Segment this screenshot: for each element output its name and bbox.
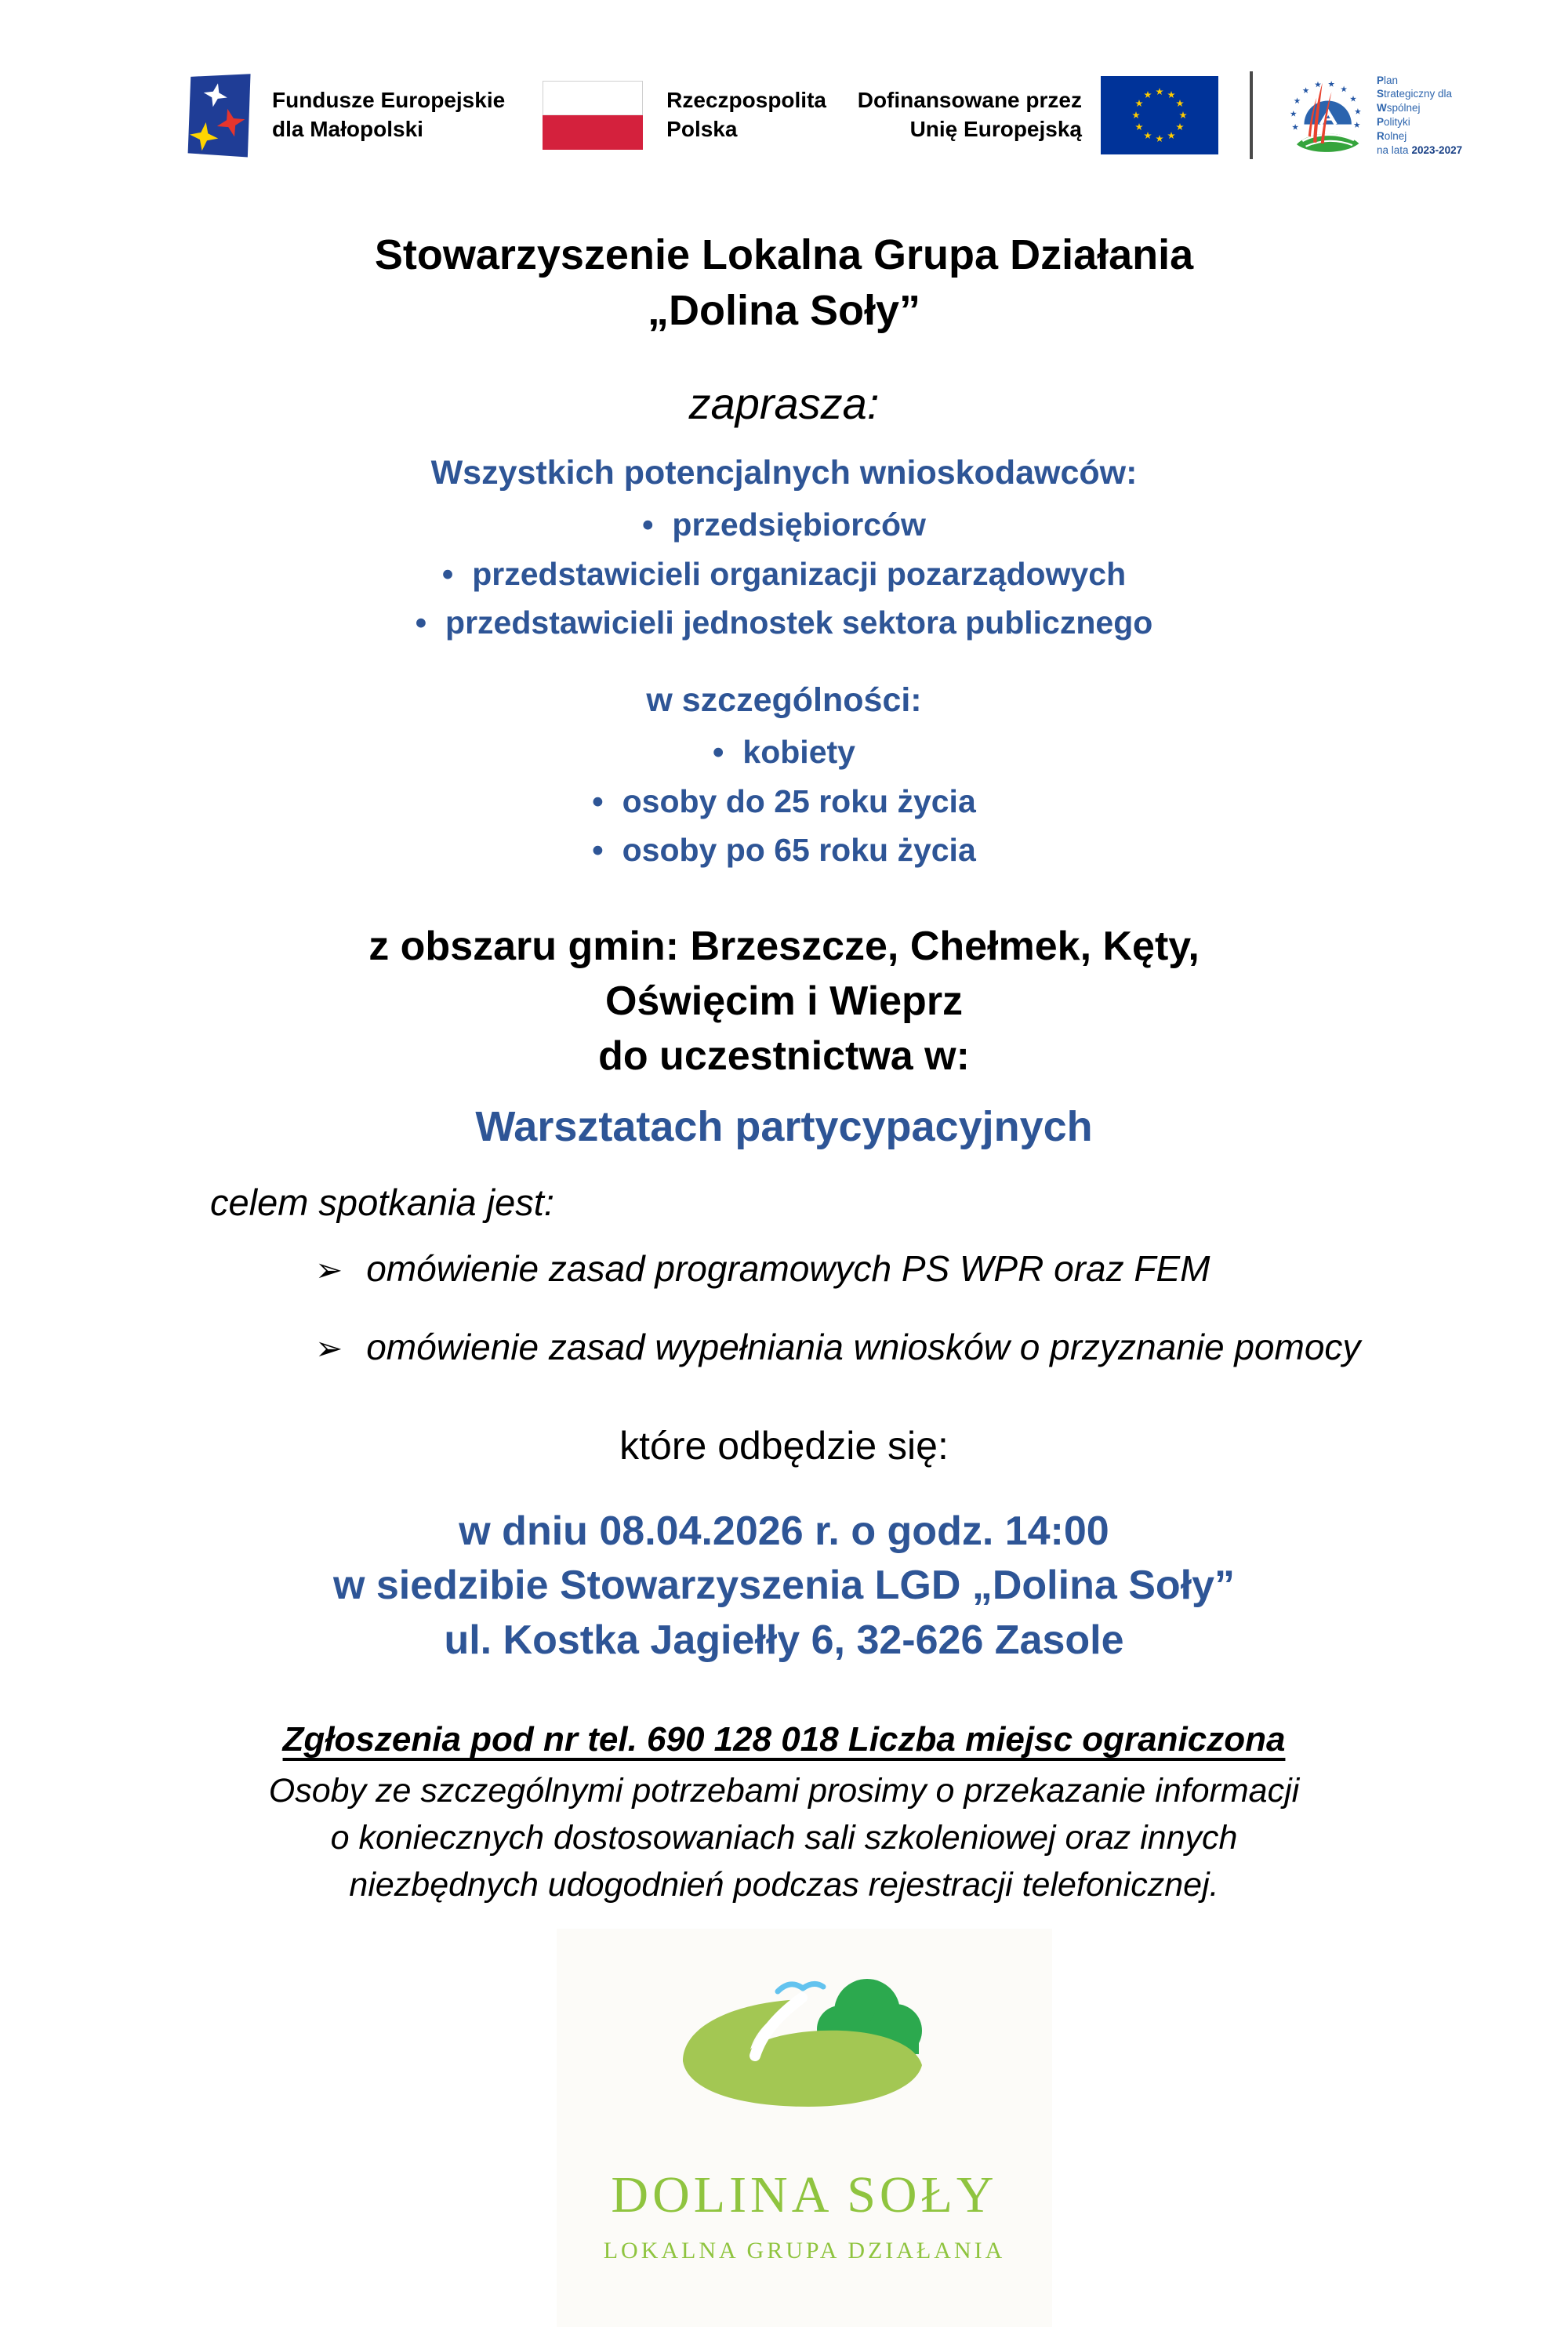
dolina-soly-logo-icon xyxy=(620,1955,989,2151)
poland-label xyxy=(666,86,826,144)
schedule-heading: które odbędzie się: xyxy=(619,1423,949,1468)
wpr-plan-label xyxy=(1377,74,1462,158)
signup-note-line3: niezbędnych udogodnień podczas rejestracji telefonicznej. xyxy=(349,1866,1219,1904)
schedule-line-address: ul. Kostka Jagiełły 6, 32-626 Zasole xyxy=(444,1617,1124,1664)
list-item: • osoby do 25 roku życia xyxy=(592,782,976,819)
list-item: • przedsiębiorców xyxy=(642,506,926,543)
wpr-line: Wspólnej xyxy=(1376,102,1421,114)
fe-label-line2: dla Małopolski xyxy=(272,117,423,141)
list-item: ➢ omówienie zasad programowych PS WPR oraz FEM xyxy=(315,1248,1210,1290)
eu-funding-label xyxy=(853,86,1082,144)
particular-list xyxy=(0,728,1568,874)
signup-note xyxy=(0,1767,1568,1909)
page-title xyxy=(0,227,1568,339)
list-item: • osoby po 65 roku życia xyxy=(592,831,976,868)
workshop-title: Warsztatach partycypacyjnych xyxy=(475,1103,1093,1151)
wpr-line: Polityki xyxy=(1376,116,1410,128)
wpr-line: Rolnej xyxy=(1376,129,1407,142)
title-line2: „Dolina Soły” xyxy=(647,287,921,335)
dolina-soly-subtitle: LOKALNA GRUPA DZIAŁANIA xyxy=(603,2238,1006,2264)
bullet-dot: • xyxy=(713,734,724,771)
audience-heading: Wszystkich potencjalnych wnioskodawców: xyxy=(430,454,1138,492)
purpose-list xyxy=(315,1246,1568,1371)
poland-flag-icon xyxy=(543,81,643,150)
area-block xyxy=(0,920,1568,1084)
fundusze-europejskie-label xyxy=(272,86,505,144)
signup-heading: Zgłoszenia pod nr tel. 690 128 018 Liczba miejsc ograniczona xyxy=(282,1719,1286,1759)
bullet-dot: • xyxy=(415,604,427,641)
arrow-bullet-icon: ➢ xyxy=(315,1330,343,1367)
eu-label-line1: Dofinansowane przez xyxy=(857,88,1082,113)
funding-logos-header xyxy=(0,0,1568,190)
list-item: ➢ omówienie zasad wypełniania wniosków o przyznanie pomocy xyxy=(315,1327,1361,1368)
signup-note-line1: Osoby ze szczególnymi potrzebami prosimy o przekazanie informacji xyxy=(268,1771,1300,1810)
schedule-details xyxy=(0,1505,1568,1668)
pl-label-line1: Rzeczpospolita xyxy=(666,88,826,113)
list-item: • przedstawicieli organizacji pozarządowych xyxy=(441,555,1127,592)
eu-label-line2: Unię Europejską xyxy=(909,117,1082,141)
fe-label-line1: Fundusze Europejskie xyxy=(272,88,506,113)
arrow-bullet-icon: ➢ xyxy=(315,1251,343,1289)
signup-note-line2: o koniecznych dostosowaniach sali szkoleniowej oraz innych xyxy=(330,1819,1238,1857)
schedule-line-date: w dniu 08.04.2026 r. o godz. 14:00 xyxy=(459,1508,1109,1554)
particular-heading: w szczególności: xyxy=(646,681,922,720)
area-line2: Oświęcim i Wieprz xyxy=(604,978,964,1024)
wpr-line-years: na lata 2023-2027 xyxy=(1376,143,1463,156)
fundusze-europejskie-flag-icon xyxy=(183,60,252,171)
eu-flag-icon xyxy=(1101,76,1218,154)
audience-list xyxy=(0,500,1568,647)
list-item: • przedstawicieli jednostek sektora publicznego xyxy=(415,604,1153,641)
area-line3: do uczestnictwa w: xyxy=(598,1033,970,1079)
schedule-line-place: w siedzibie Stowarzyszenia LGD „Dolina Soły” xyxy=(332,1563,1236,1609)
bullet-dot: • xyxy=(642,506,654,543)
title-line1: Stowarzyszenie Lokalna Grupa Działania xyxy=(374,231,1194,278)
bullet-dot: • xyxy=(441,555,454,592)
area-line1: z obszaru gmin: Brzeszcze, Chełmek, Kęty, xyxy=(368,924,1200,970)
purpose-heading: celem spotkania jest: xyxy=(210,1182,554,1224)
dolina-soly-name: DOLINA SOŁY xyxy=(611,2166,998,2224)
bullet-dot: • xyxy=(592,831,604,868)
wpr-plan-logo xyxy=(1284,71,1462,159)
wpr-line: Strategiczny dla xyxy=(1376,88,1453,100)
wpr-plan-logo-icon xyxy=(1284,71,1367,159)
invite-line: zaprasza: xyxy=(688,378,880,428)
pl-label-line2: Polska xyxy=(666,117,738,141)
bullet-dot: • xyxy=(592,782,604,819)
header-divider xyxy=(1250,71,1253,159)
list-item: • kobiety xyxy=(713,734,855,771)
wpr-line: Plan xyxy=(1376,74,1399,86)
bird-icon xyxy=(778,1984,823,1992)
dolina-soly-logo xyxy=(557,1929,1052,2327)
